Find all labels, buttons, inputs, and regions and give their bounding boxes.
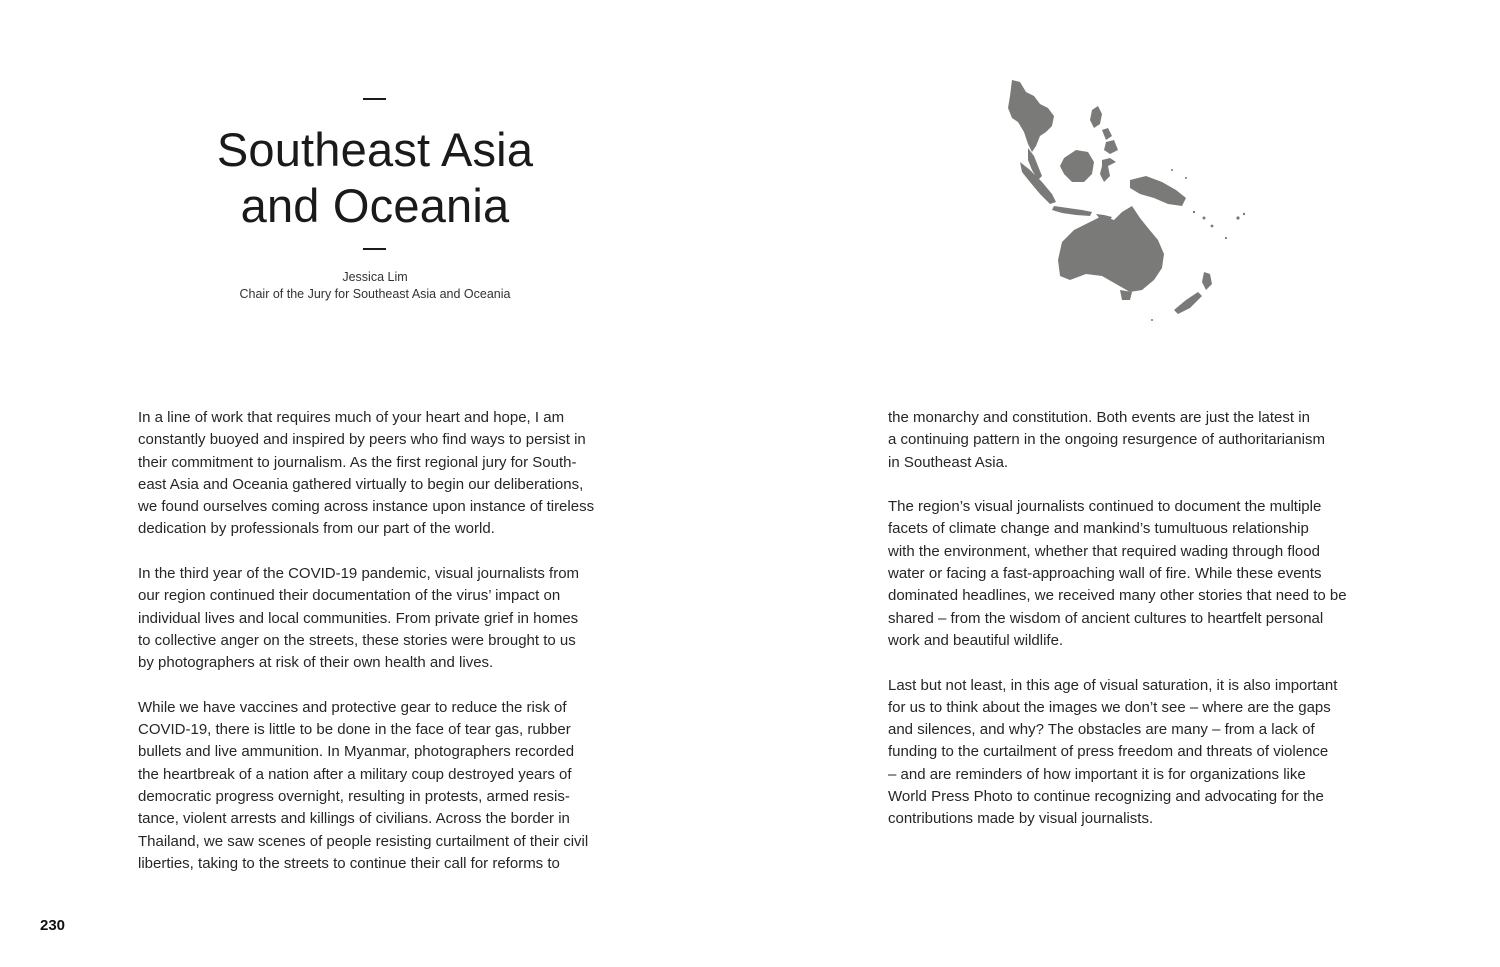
author-name: Jessica Lim xyxy=(342,270,408,284)
text-line: liberties, taking to the streets to continue their call for reforms to xyxy=(138,854,560,872)
text-line: by photographers at risk of their own health and lives. xyxy=(138,654,494,672)
paragraph xyxy=(138,563,618,674)
paragraph xyxy=(888,496,1368,652)
text-line: their commitment to journalism. As the first regional jury for South- xyxy=(138,453,577,471)
right-column xyxy=(888,407,1368,853)
text-line: World Press Photo to continue recognizing and advocating for the xyxy=(888,788,1324,806)
byline xyxy=(110,269,640,303)
paragraph xyxy=(138,697,618,875)
text-line: dominated headlines, we received many other stories that need to be xyxy=(888,587,1347,605)
text-line: The region’s visual journalists continued to document the multiple xyxy=(888,498,1322,516)
text-line: constantly buoyed and inspired by peers who find ways to persist in xyxy=(138,431,586,449)
text-line: democratic progress overnight, resulting in protests, armed resis- xyxy=(138,788,570,806)
text-line: for us to think about the images we don’t see – where are the gaps xyxy=(888,698,1331,716)
text-line: to collective anger on the streets, these stories were brought to us xyxy=(138,631,576,649)
text-line: COVID-19, there is little to be done in the face of tear gas, rubber xyxy=(138,721,571,739)
text-line: a continuing pattern in the ongoing resurgence of authoritarianism xyxy=(888,431,1325,449)
author-role: Chair of the Jury for Southeast Asia and Oceania xyxy=(239,287,511,301)
text-line: – and are reminders of how important it is for organizations like xyxy=(888,765,1306,783)
text-line: facets of climate change and mankind’s tumultuous relationship xyxy=(888,520,1309,538)
text-line: water or facing a fast-approaching wall of fire. While these events xyxy=(888,565,1322,583)
text-line: and silences, and why? The obstacles are many – from a lack of xyxy=(888,721,1315,739)
text-line: Thailand, we saw scenes of people resisting curtailment of their civil xyxy=(138,832,589,850)
page-title-line-2: and Oceania xyxy=(240,179,510,232)
paragraph xyxy=(888,407,1368,474)
text-line: the monarchy and constitution. Both events are just the latest in xyxy=(888,409,1310,426)
text-line: In the third year of the COVID-19 pandemic, visual journalists from xyxy=(138,565,580,583)
page-number: 230 xyxy=(40,917,66,934)
paragraph xyxy=(138,407,618,541)
text-line: In a line of work that requires much of your heart and hope, I am xyxy=(138,409,565,426)
paragraph xyxy=(888,675,1368,831)
text-line: east Asia and Oceania gathered virtually to begin our deliberations, xyxy=(138,475,584,493)
title-bottom-dash xyxy=(363,248,386,250)
text-line: bullets and live ammunition. In Myanmar, photographers recorded xyxy=(138,743,575,761)
text-line: dedication by professionals from our part of the world. xyxy=(138,520,495,538)
text-line: contributions made by visual journalists. xyxy=(888,810,1154,828)
text-line: our region continued their documentation of the virus’ impact on xyxy=(138,587,561,605)
text-line: work and beautiful wildlife. xyxy=(888,631,1064,649)
page-title xyxy=(110,122,640,234)
text-line: in Southeast Asia. xyxy=(888,453,1009,471)
text-line: the heartbreak of a nation after a military coup destroyed years of xyxy=(138,765,572,783)
text-line: While we have vaccines and protective gear to reduce the risk of xyxy=(138,698,567,716)
text-line: individual lives and local communities. From private grief in homes xyxy=(138,609,579,627)
text-line: tance, violent arrests and killings of civilians. Across the border in xyxy=(138,810,570,828)
text-line: we found ourselves coming across instance upon instance of tireless xyxy=(138,498,595,516)
text-line: funding to the curtailment of press freedom and threats of violence xyxy=(888,743,1329,761)
region-map-icon xyxy=(990,70,1260,330)
page-title-line-1: Southeast Asia xyxy=(216,123,534,176)
left-column xyxy=(138,407,618,898)
text-line: Last but not least, in this age of visual saturation, it is also important xyxy=(888,676,1338,694)
text-line: shared – from the wisdom of ancient cultures to heartfelt personal xyxy=(888,609,1324,627)
title-top-dash xyxy=(363,98,386,100)
text-line: with the environment, whether that required wading through flood xyxy=(888,542,1320,560)
